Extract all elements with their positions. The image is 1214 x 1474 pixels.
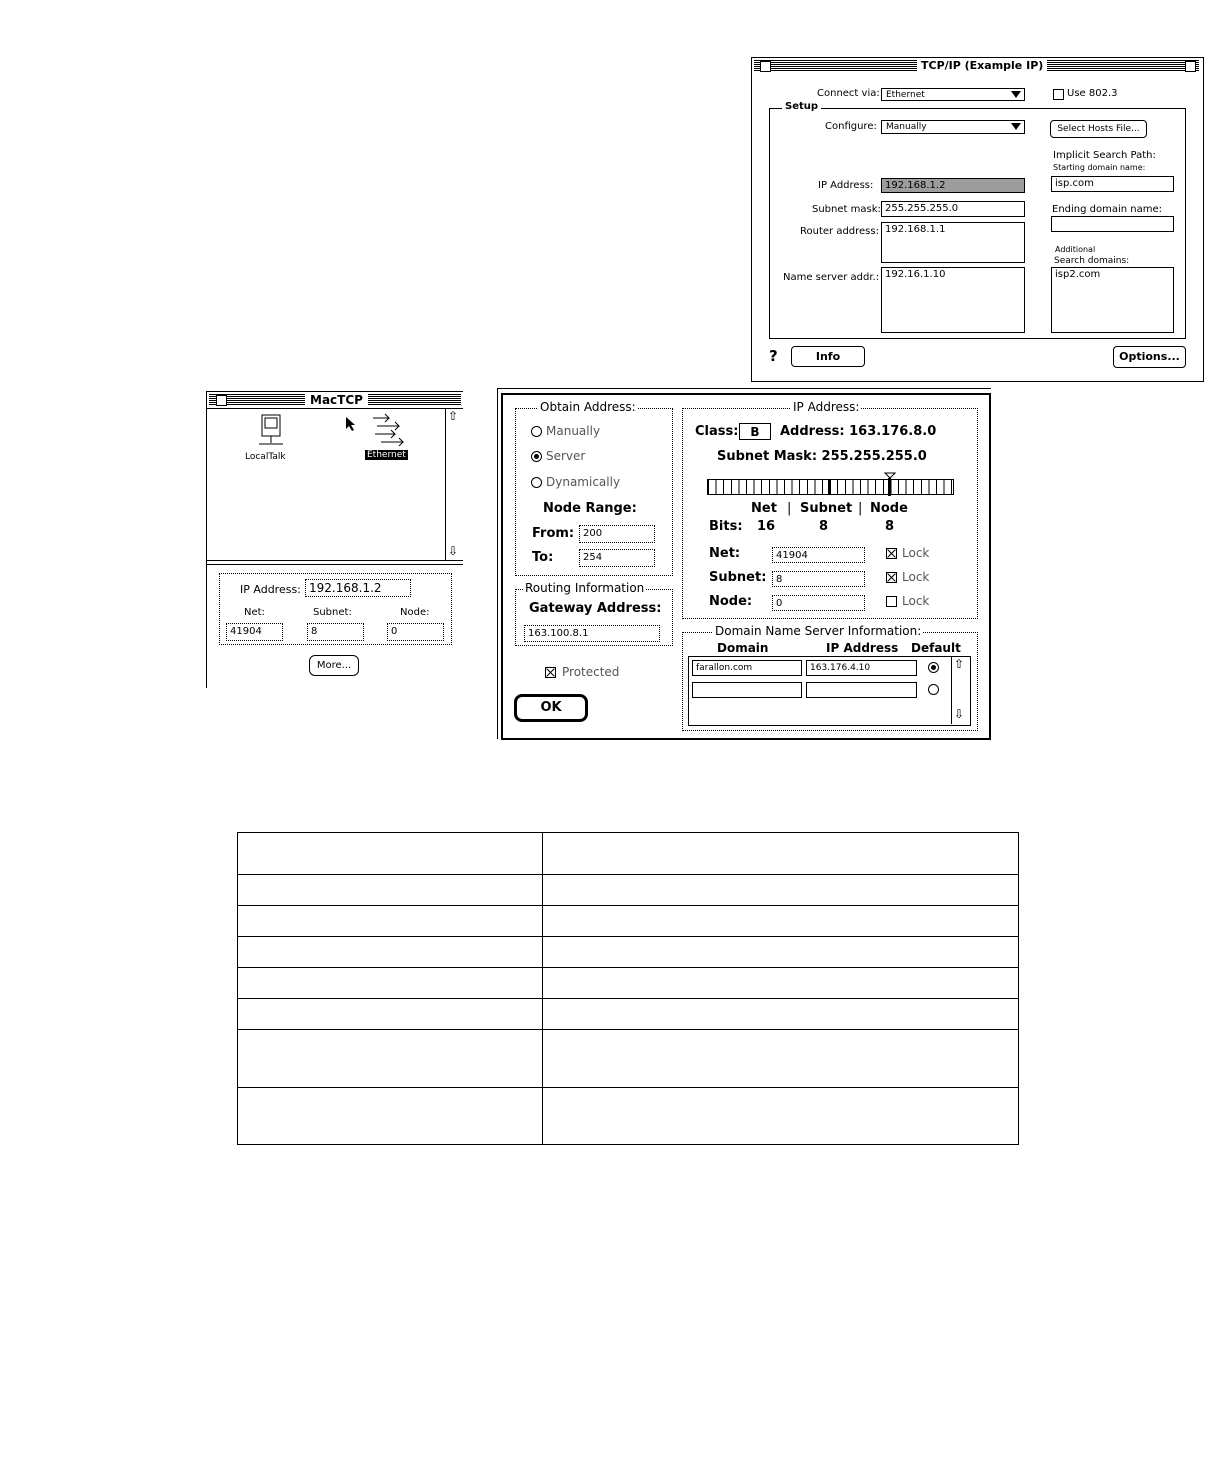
- window-title: MacTCP: [305, 393, 368, 407]
- dynamically-radio[interactable]: [531, 477, 542, 488]
- name-server-field[interactable]: 192.16.1.10: [881, 267, 1025, 333]
- server-label: Server: [546, 449, 586, 463]
- bits-net-value: 16: [757, 519, 776, 534]
- segment-subnet-label: Subnet: [800, 501, 853, 516]
- mactcp-window: [206, 391, 463, 688]
- mactcp-net-field[interactable]: 41904: [226, 623, 283, 641]
- connect-via-popup[interactable]: [881, 88, 1025, 101]
- subnet-bit-divider: [828, 479, 831, 495]
- dynamically-label: Dynamically: [546, 475, 621, 489]
- config-dialog: [497, 388, 991, 739]
- table-row: [238, 999, 1019, 1030]
- scroll-down-icon[interactable]: ⇩: [954, 707, 965, 721]
- gateway-label: Gateway Address:: [529, 601, 662, 616]
- obtain-address-legend: Obtain Address:: [540, 400, 636, 414]
- ip-address-label: IP Address:: [818, 180, 874, 191]
- net-lock-label: Lock: [902, 546, 930, 560]
- mactcp-ip-field[interactable]: 192.168.1.2: [305, 579, 411, 597]
- options-button[interactable]: Options...: [1113, 346, 1186, 368]
- mactcp-subnet-field[interactable]: 8: [307, 623, 364, 641]
- info-button[interactable]: Info: [791, 346, 865, 367]
- from-field[interactable]: 200: [579, 525, 655, 543]
- tcpip-window: [751, 57, 1204, 382]
- mactcp-node-field[interactable]: 0: [387, 623, 444, 641]
- ok-button[interactable]: OK: [514, 694, 588, 722]
- localtalk-icon[interactable]: [258, 414, 284, 448]
- table-row: [238, 833, 1019, 875]
- chevron-down-icon: [1011, 91, 1021, 98]
- table-row: [238, 906, 1019, 937]
- close-box[interactable]: [216, 395, 227, 406]
- scroll-down-icon[interactable]: ⇩: [448, 544, 459, 558]
- pointer-arrow-icon: [345, 416, 357, 436]
- ip-address-legend: IP Address:: [793, 400, 860, 414]
- setup-legend: Setup: [782, 101, 821, 112]
- use8023-label: Use 802.3: [1067, 88, 1118, 99]
- collapse-box[interactable]: [1185, 61, 1196, 72]
- subnet-label: Subnet:: [709, 570, 767, 585]
- localtalk-label: LocalTalk: [245, 452, 286, 462]
- segment-divider: |: [858, 501, 863, 516]
- name-server-label: Name server addr.:: [783, 272, 880, 283]
- ethernet-label: Ethernet: [367, 450, 406, 460]
- class-field[interactable]: B: [739, 423, 771, 440]
- node-range-label: Node Range:: [543, 501, 637, 516]
- subnet-mask-label: Subnet mask:: [812, 204, 881, 215]
- mactcp-subnet-label: Subnet:: [313, 607, 352, 618]
- window-title: TCP/IP (Example IP): [917, 59, 1047, 72]
- manually-radio[interactable]: [531, 426, 542, 437]
- table-row: [238, 968, 1019, 999]
- dns-col-domain: Domain: [717, 641, 769, 655]
- slider-thumb-icon[interactable]: [884, 472, 896, 502]
- subnet-field[interactable]: 8: [772, 571, 865, 587]
- connect-via-value: Ethernet: [886, 90, 925, 100]
- server-radio[interactable]: [531, 451, 542, 462]
- bits-node-value: 8: [885, 519, 895, 534]
- segment-net-label: Net: [751, 501, 777, 516]
- network-address-label: Address: 163.176.8.0: [780, 424, 937, 439]
- ethernet-icon[interactable]: [369, 412, 407, 446]
- starting-domain-field[interactable]: isp.com: [1051, 176, 1174, 192]
- table-row: [238, 875, 1019, 906]
- net-label: Net:: [709, 546, 741, 561]
- subnet-lock-checkbox[interactable]: [886, 572, 897, 583]
- settings-table: [237, 832, 1019, 1145]
- net-lock-checkbox[interactable]: [886, 548, 897, 559]
- dns-col-default: Default: [911, 641, 961, 655]
- router-address-label: Router address:: [800, 226, 879, 237]
- subnet-mask-field[interactable]: 255.255.255.0: [881, 201, 1025, 217]
- chevron-down-icon: [1011, 123, 1021, 130]
- net-field[interactable]: 41904: [772, 547, 865, 563]
- dns-default-radio[interactable]: [928, 684, 939, 695]
- dns-scrollbar[interactable]: [951, 656, 970, 724]
- dns-default-radio[interactable]: [928, 662, 939, 673]
- scroll-up-icon[interactable]: ⇧: [954, 657, 965, 671]
- connect-via-label: Connect via:: [817, 88, 880, 99]
- subnet-lock-label: Lock: [902, 570, 930, 584]
- ending-domain-label: Ending domain name:: [1052, 204, 1163, 215]
- dns-domain-field[interactable]: [692, 682, 802, 698]
- search-domains-field[interactable]: isp2.com: [1051, 267, 1174, 333]
- vertical-scrollbar[interactable]: [445, 408, 462, 561]
- configure-popup[interactable]: [881, 120, 1025, 134]
- gateway-field[interactable]: 163.100.8.1: [524, 625, 660, 642]
- dns-col-ip: IP Address: [826, 641, 899, 655]
- starting-domain-label: Starting domain name:: [1053, 163, 1146, 172]
- configure-value: Manually: [886, 122, 927, 132]
- use8023-checkbox[interactable]: [1053, 89, 1064, 100]
- scroll-up-icon[interactable]: ⇧: [448, 409, 459, 423]
- bits-subnet-value: 8: [819, 519, 829, 534]
- class-label: Class:: [695, 424, 739, 439]
- table-row: [238, 1030, 1019, 1088]
- close-box[interactable]: [760, 61, 771, 72]
- node-lock-label: Lock: [902, 594, 930, 608]
- search-domains-label: Search domains:: [1054, 256, 1130, 266]
- dns-legend: Domain Name Server Information:: [715, 624, 922, 638]
- bits-label: Bits:: [709, 519, 743, 534]
- dns-ip-field[interactable]: [806, 682, 917, 698]
- dns-ip-field[interactable]: 163.176.4.10: [806, 660, 917, 676]
- from-label: From:: [532, 526, 575, 541]
- mactcp-node-label: Node:: [400, 607, 430, 618]
- router-address-field[interactable]: 192.168.1.1: [881, 222, 1025, 263]
- segment-divider: |: [787, 501, 792, 516]
- subnet-mask-label: Subnet Mask: 255.255.255.0: [717, 449, 927, 464]
- node-label: Node:: [709, 594, 753, 609]
- to-field[interactable]: 254: [579, 549, 655, 567]
- help-icon[interactable]: ?: [769, 347, 778, 365]
- node-field[interactable]: 0: [772, 595, 865, 611]
- mactcp-net-label: Net:: [244, 607, 265, 618]
- configure-label: Configure:: [825, 121, 877, 132]
- mactcp-ip-label: IP Address:: [240, 583, 301, 596]
- more-button[interactable]: More...: [309, 655, 359, 676]
- to-label: To:: [532, 550, 554, 565]
- ip-address-field[interactable]: 192.168.1.2: [881, 178, 1025, 193]
- protected-checkbox[interactable]: [545, 667, 556, 678]
- additional-label: Additional: [1055, 245, 1096, 254]
- dns-domain-field[interactable]: farallon.com: [692, 660, 802, 676]
- manually-label: Manually: [546, 424, 601, 438]
- table-row: [238, 937, 1019, 968]
- segment-node-label: Node: [870, 501, 908, 516]
- node-lock-checkbox[interactable]: [886, 596, 897, 607]
- table-row: [238, 1088, 1019, 1145]
- select-hosts-button[interactable]: Select Hosts File...: [1050, 120, 1147, 138]
- protected-label: Protected: [562, 665, 620, 679]
- implicit-search-label: Implicit Search Path:: [1053, 150, 1156, 161]
- routing-legend: Routing Information: [525, 581, 645, 595]
- ending-domain-field[interactable]: [1051, 216, 1174, 232]
